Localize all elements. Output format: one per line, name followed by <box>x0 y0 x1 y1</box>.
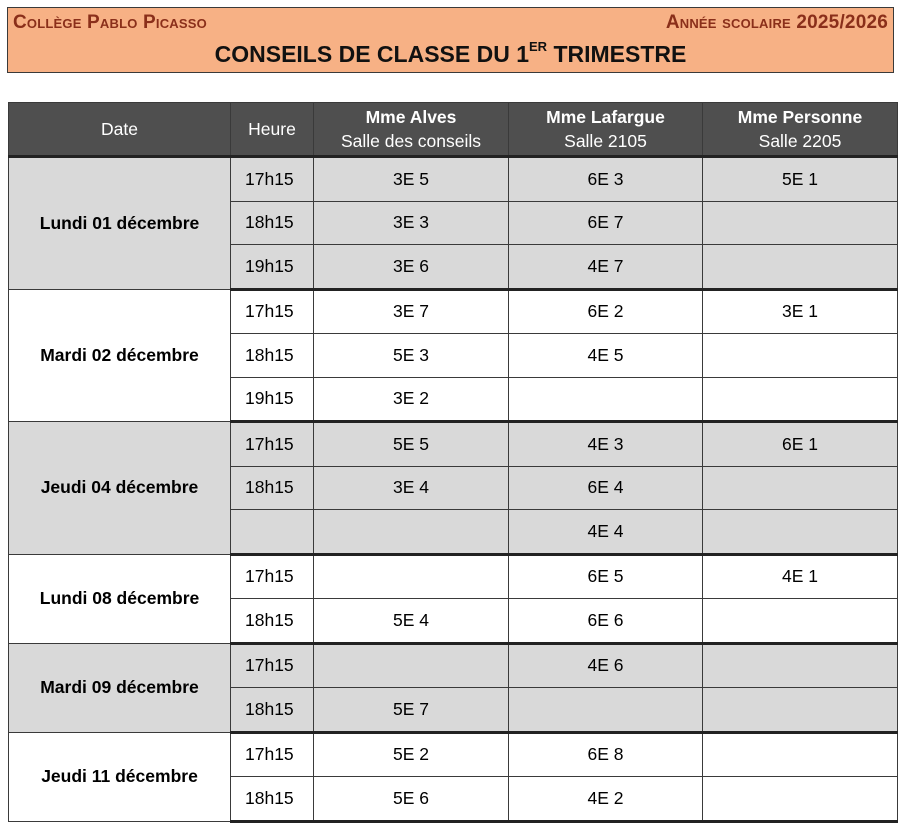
hour-cell: 17h15 <box>231 422 314 467</box>
day-date-cell: Jeudi 11 décembre <box>9 732 231 821</box>
title-banner <box>7 7 894 73</box>
hour-cell: 17h15 <box>231 732 314 777</box>
col-header-hour: Heure <box>231 103 314 157</box>
table-row <box>9 157 898 202</box>
class-cell-room-3: 4E 1 <box>703 554 898 599</box>
class-cell-room-1: 3E 6 <box>314 245 509 290</box>
col-header-room-1 <box>314 103 509 157</box>
class-cell-room-3 <box>703 510 898 555</box>
class-cell-room-3 <box>703 777 898 822</box>
class-cell-room-1: 3E 4 <box>314 466 509 510</box>
title-superscript: ER <box>529 39 548 54</box>
class-cell-room-3: 5E 1 <box>703 157 898 202</box>
school-year: Année scolaire 2025/2026 <box>665 12 888 33</box>
hour-cell: 18h15 <box>231 466 314 510</box>
class-cell-room-1 <box>314 643 509 688</box>
class-cell-room-3 <box>703 377 898 422</box>
hour-cell <box>231 510 314 555</box>
room-name: Salle 2205 <box>758 131 842 151</box>
class-cell-room-2: 6E 8 <box>509 732 703 777</box>
class-cell-room-2 <box>509 377 703 422</box>
teacher-name: Mme Alves <box>365 107 457 127</box>
hour-cell: 18h15 <box>231 688 314 733</box>
class-cell-room-1: 3E 7 <box>314 289 509 334</box>
day-date-cell: Jeudi 04 décembre <box>9 422 231 555</box>
col-header-date: Date <box>9 103 231 157</box>
hour-cell: 18h15 <box>231 334 314 378</box>
class-cell-room-3 <box>703 732 898 777</box>
table-row <box>9 732 898 777</box>
class-cell-room-3 <box>703 599 898 644</box>
title-end: TRIMESTRE <box>547 41 687 67</box>
table-row <box>9 643 898 688</box>
class-cell-room-1: 5E 4 <box>314 599 509 644</box>
page-title <box>8 41 893 68</box>
class-cell-room-1: 5E 3 <box>314 334 509 378</box>
class-cell-room-1: 5E 6 <box>314 777 509 822</box>
class-cell-room-2: 6E 6 <box>509 599 703 644</box>
teacher-name: Mme Personne <box>737 107 863 127</box>
hour-cell: 18h15 <box>231 599 314 644</box>
class-cell-room-1: 3E 5 <box>314 157 509 202</box>
hour-cell: 17h15 <box>231 643 314 688</box>
class-cell-room-1 <box>314 510 509 555</box>
hour-cell: 17h15 <box>231 157 314 202</box>
day-date-cell: Mardi 09 décembre <box>9 643 231 732</box>
class-cell-room-3: 6E 1 <box>703 422 898 467</box>
class-cell-room-2: 4E 6 <box>509 643 703 688</box>
hour-cell: 19h15 <box>231 377 314 422</box>
class-cell-room-1: 5E 7 <box>314 688 509 733</box>
table-row <box>9 422 898 467</box>
hour-cell: 18h15 <box>231 201 314 245</box>
day-date-cell: Lundi 08 décembre <box>9 554 231 643</box>
day-date-cell: Mardi 02 décembre <box>9 289 231 422</box>
col-header-room-2 <box>509 103 703 157</box>
class-cell-room-3 <box>703 201 898 245</box>
school-name: Collège Pablo Picasso <box>13 12 207 33</box>
class-cell-room-2: 4E 5 <box>509 334 703 378</box>
table-header <box>9 103 898 157</box>
class-cell-room-1 <box>314 554 509 599</box>
teacher-name: Mme Lafargue <box>546 107 665 127</box>
hour-cell: 17h15 <box>231 289 314 334</box>
table-body <box>9 157 898 822</box>
schedule-table <box>8 102 898 823</box>
class-cell-room-3 <box>703 334 898 378</box>
table-row <box>9 289 898 334</box>
class-cell-room-2: 6E 2 <box>509 289 703 334</box>
class-cell-room-1: 3E 2 <box>314 377 509 422</box>
class-cell-room-3 <box>703 245 898 290</box>
class-cell-room-3: 3E 1 <box>703 289 898 334</box>
class-cell-room-3 <box>703 643 898 688</box>
header-row <box>9 103 898 157</box>
table-row <box>9 554 898 599</box>
class-cell-room-2: 6E 3 <box>509 157 703 202</box>
class-cell-room-2: 6E 4 <box>509 466 703 510</box>
class-cell-room-2: 4E 4 <box>509 510 703 555</box>
class-cell-room-2: 4E 3 <box>509 422 703 467</box>
title-main: CONSEILS DE CLASSE DU 1 <box>214 41 530 67</box>
class-cell-room-1: 5E 5 <box>314 422 509 467</box>
class-cell-room-2: 6E 5 <box>509 554 703 599</box>
room-name: Salle 2105 <box>564 131 647 151</box>
class-cell-room-3 <box>703 688 898 733</box>
room-name: Salle des conseils <box>340 131 482 151</box>
class-cell-room-1: 3E 3 <box>314 201 509 245</box>
hour-cell: 18h15 <box>231 777 314 822</box>
class-cell-room-2: 4E 2 <box>509 777 703 822</box>
hour-cell: 19h15 <box>231 245 314 290</box>
class-cell-room-3 <box>703 466 898 510</box>
col-header-room-3 <box>703 103 898 157</box>
class-cell-room-2: 4E 7 <box>509 245 703 290</box>
class-cell-room-1: 5E 2 <box>314 732 509 777</box>
class-cell-room-2 <box>509 688 703 733</box>
class-cell-room-2: 6E 7 <box>509 201 703 245</box>
hour-cell: 17h15 <box>231 554 314 599</box>
day-date-cell: Lundi 01 décembre <box>9 157 231 290</box>
